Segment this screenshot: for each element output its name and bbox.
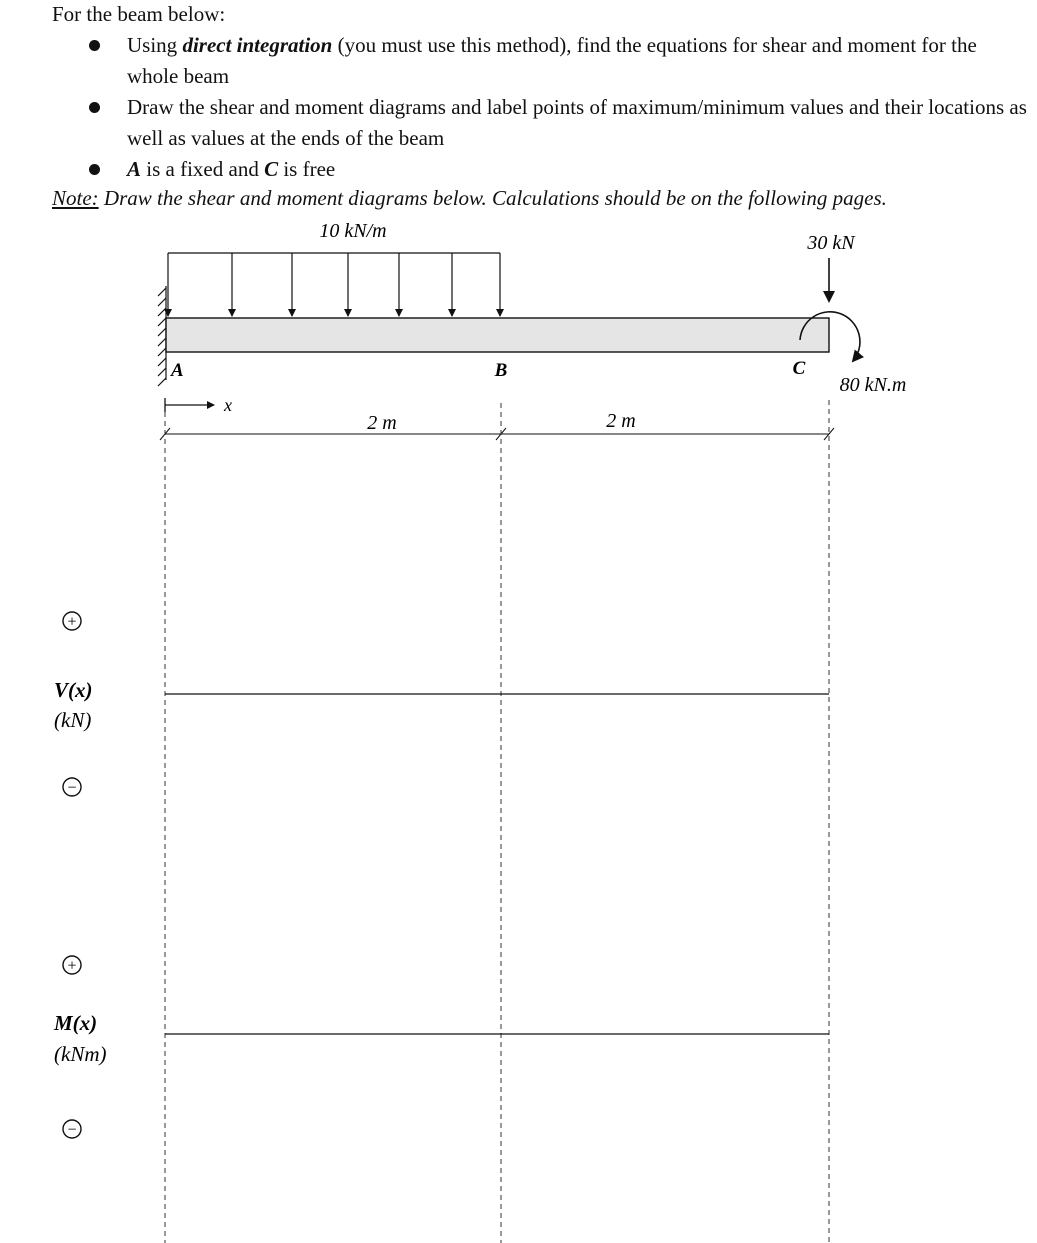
moment-label: 80 kN.m [839, 374, 907, 396]
shear-negative-icon [63, 778, 81, 797]
point-load-label: 30 kN [807, 232, 855, 254]
instruction-item: Using direct integration (you must use this method), find the equations for shear and moment for the whole beam [52, 30, 1027, 92]
distributed-load [168, 253, 500, 316]
emphasis-text: direct integration [182, 33, 333, 57]
svg-text:−: − [67, 779, 77, 797]
point-c-label: C [792, 358, 806, 379]
shear-label: V(x) [54, 678, 93, 702]
intro-text: For the beam below: [52, 2, 226, 26]
fixed-support [158, 286, 166, 386]
instruction-item: A is a fixed and C is free [52, 154, 1027, 185]
svg-text:+: + [67, 613, 77, 631]
instruction-item: Draw the shear and moment diagrams and label points of maximum/minimum values and their locations as well as values at the ends of the beam [52, 92, 1027, 154]
dimension-bc-label: 2 m [606, 410, 636, 432]
moment-unit: (kNm) [54, 1042, 107, 1066]
moment-label-axis: M(x) [54, 1011, 98, 1035]
point-a-label: A [171, 360, 184, 381]
dimension-ab-label: 2 m [367, 412, 397, 434]
shear-positive-icon [63, 612, 81, 631]
shear-unit: (kN) [54, 708, 92, 732]
dimension-line [160, 428, 834, 440]
distributed-load-label: 10 kN/m [319, 220, 387, 242]
guide-lines [165, 400, 829, 1243]
svg-text:+: + [67, 957, 77, 975]
beam [166, 318, 829, 352]
moment-negative-icon [63, 1120, 81, 1139]
note-text: Note: Draw the shear and moment diagrams below. Calculations should be on the following pages. [52, 186, 887, 210]
x-axis-label: x [224, 395, 232, 415]
moment-positive-icon [63, 956, 81, 975]
svg-text:−: − [67, 1121, 77, 1139]
point-b-label: B [494, 360, 508, 381]
